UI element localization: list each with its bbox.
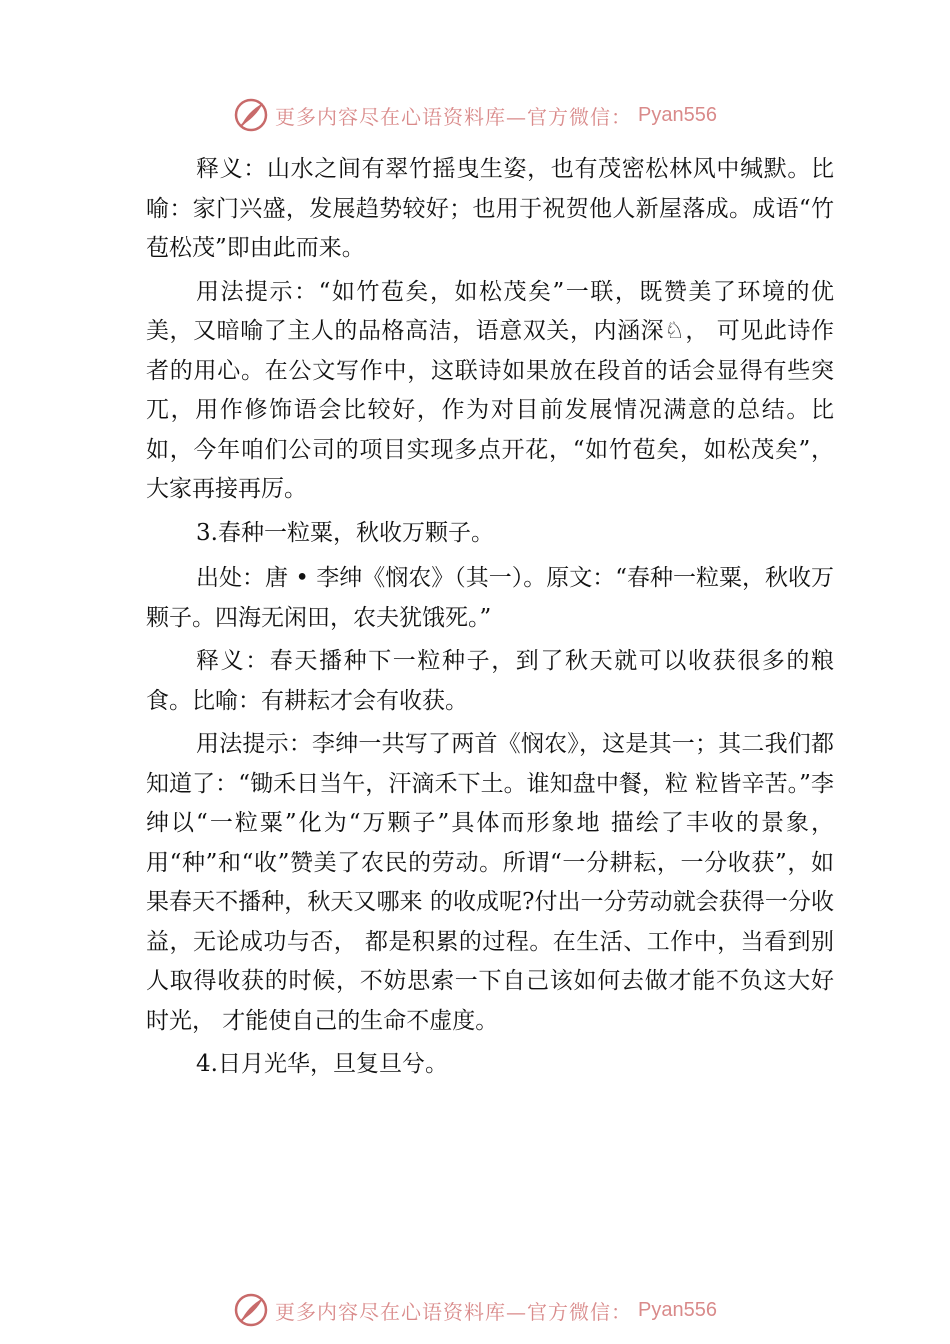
section-heading-3: 3.春种一粒粟，秋收万颗子。 bbox=[196, 519, 494, 546]
footer-banner-handle: Pyan556 bbox=[638, 1298, 717, 1321]
document-body bbox=[146, 150, 834, 1091]
paragraph-usage-3: 用法提示：李绅一共写了两首《悯农》，这是其一；其二我们都知道了：“锄禾日当午，汗滴禾下土。谁知盘中餐，粒 粒皆辛苦。”李绅以“一粒粟”化为“万颗子”具体而形象地 描绘了丰收的景象，用“种”和“收”赞美了农民的劳动。所谓“一分耕耘，一分收获”，如果春天不播种，秋天又哪来 的收成呢?付出一分劳动就会获得一分收益，无论成功与否， 都是积累的过程。在生活、工作中，当看到别人取得收获的时候，不妨思索一下自己该如何去做才能不负这大好时光， 才能使自己的生命不虚度。 bbox=[146, 731, 834, 1034]
paragraph-usage-1: 用法提示：“如竹苞矣，如松茂矣”一联，既赞美了环境的优美，又暗喻了主人的品格高洁，语意双关，内涵深♘， 可见此诗作者的用心。在公文写作中，这联诗如果放在段首的话会显得有些突兀，用作修饰语会比较好，作为对目前发展情况满意的总结。比如，今年咱们公司的项目实现多点开花，“如竹苞矣，如松茂矣”，大家再接再厉。 bbox=[146, 278, 834, 502]
feather-quill-seal-icon bbox=[233, 1292, 269, 1328]
header-banner-text: 更多内容尽在心语资料库—官方微信： bbox=[275, 104, 633, 129]
paragraph-definition-1: 释义：山水之间有翠竹摇曳生姿，也有茂密松林风中缄默。比喻：家门兴盛，发展趋势较好；也用于祝贺他人新屋落成。成语“竹苞松茂”即由此而来。 bbox=[146, 156, 834, 261]
feather-quill-seal-icon bbox=[233, 97, 269, 133]
header-banner bbox=[0, 95, 950, 135]
footer-banner-text: 更多内容尽在心语资料库—官方微信： bbox=[275, 1299, 633, 1324]
header-banner-handle: Pyan556 bbox=[638, 103, 717, 126]
paragraph-definition-3: 释义：春天播种下一粒种子，到了秋天就可以收获很多的粮食。比喻：有耕耘才会有收获。 bbox=[146, 648, 834, 714]
paragraph-source-3: 出处：唐 • 李绅《悯农》（其一）。原文：“春种一粒粟，秋收万颗子。四海无闲田，农夫犹饿死。” bbox=[146, 565, 834, 631]
section-heading-4: 4.日月光华，旦复旦兮。 bbox=[196, 1051, 448, 1077]
footer-banner bbox=[0, 1290, 950, 1330]
